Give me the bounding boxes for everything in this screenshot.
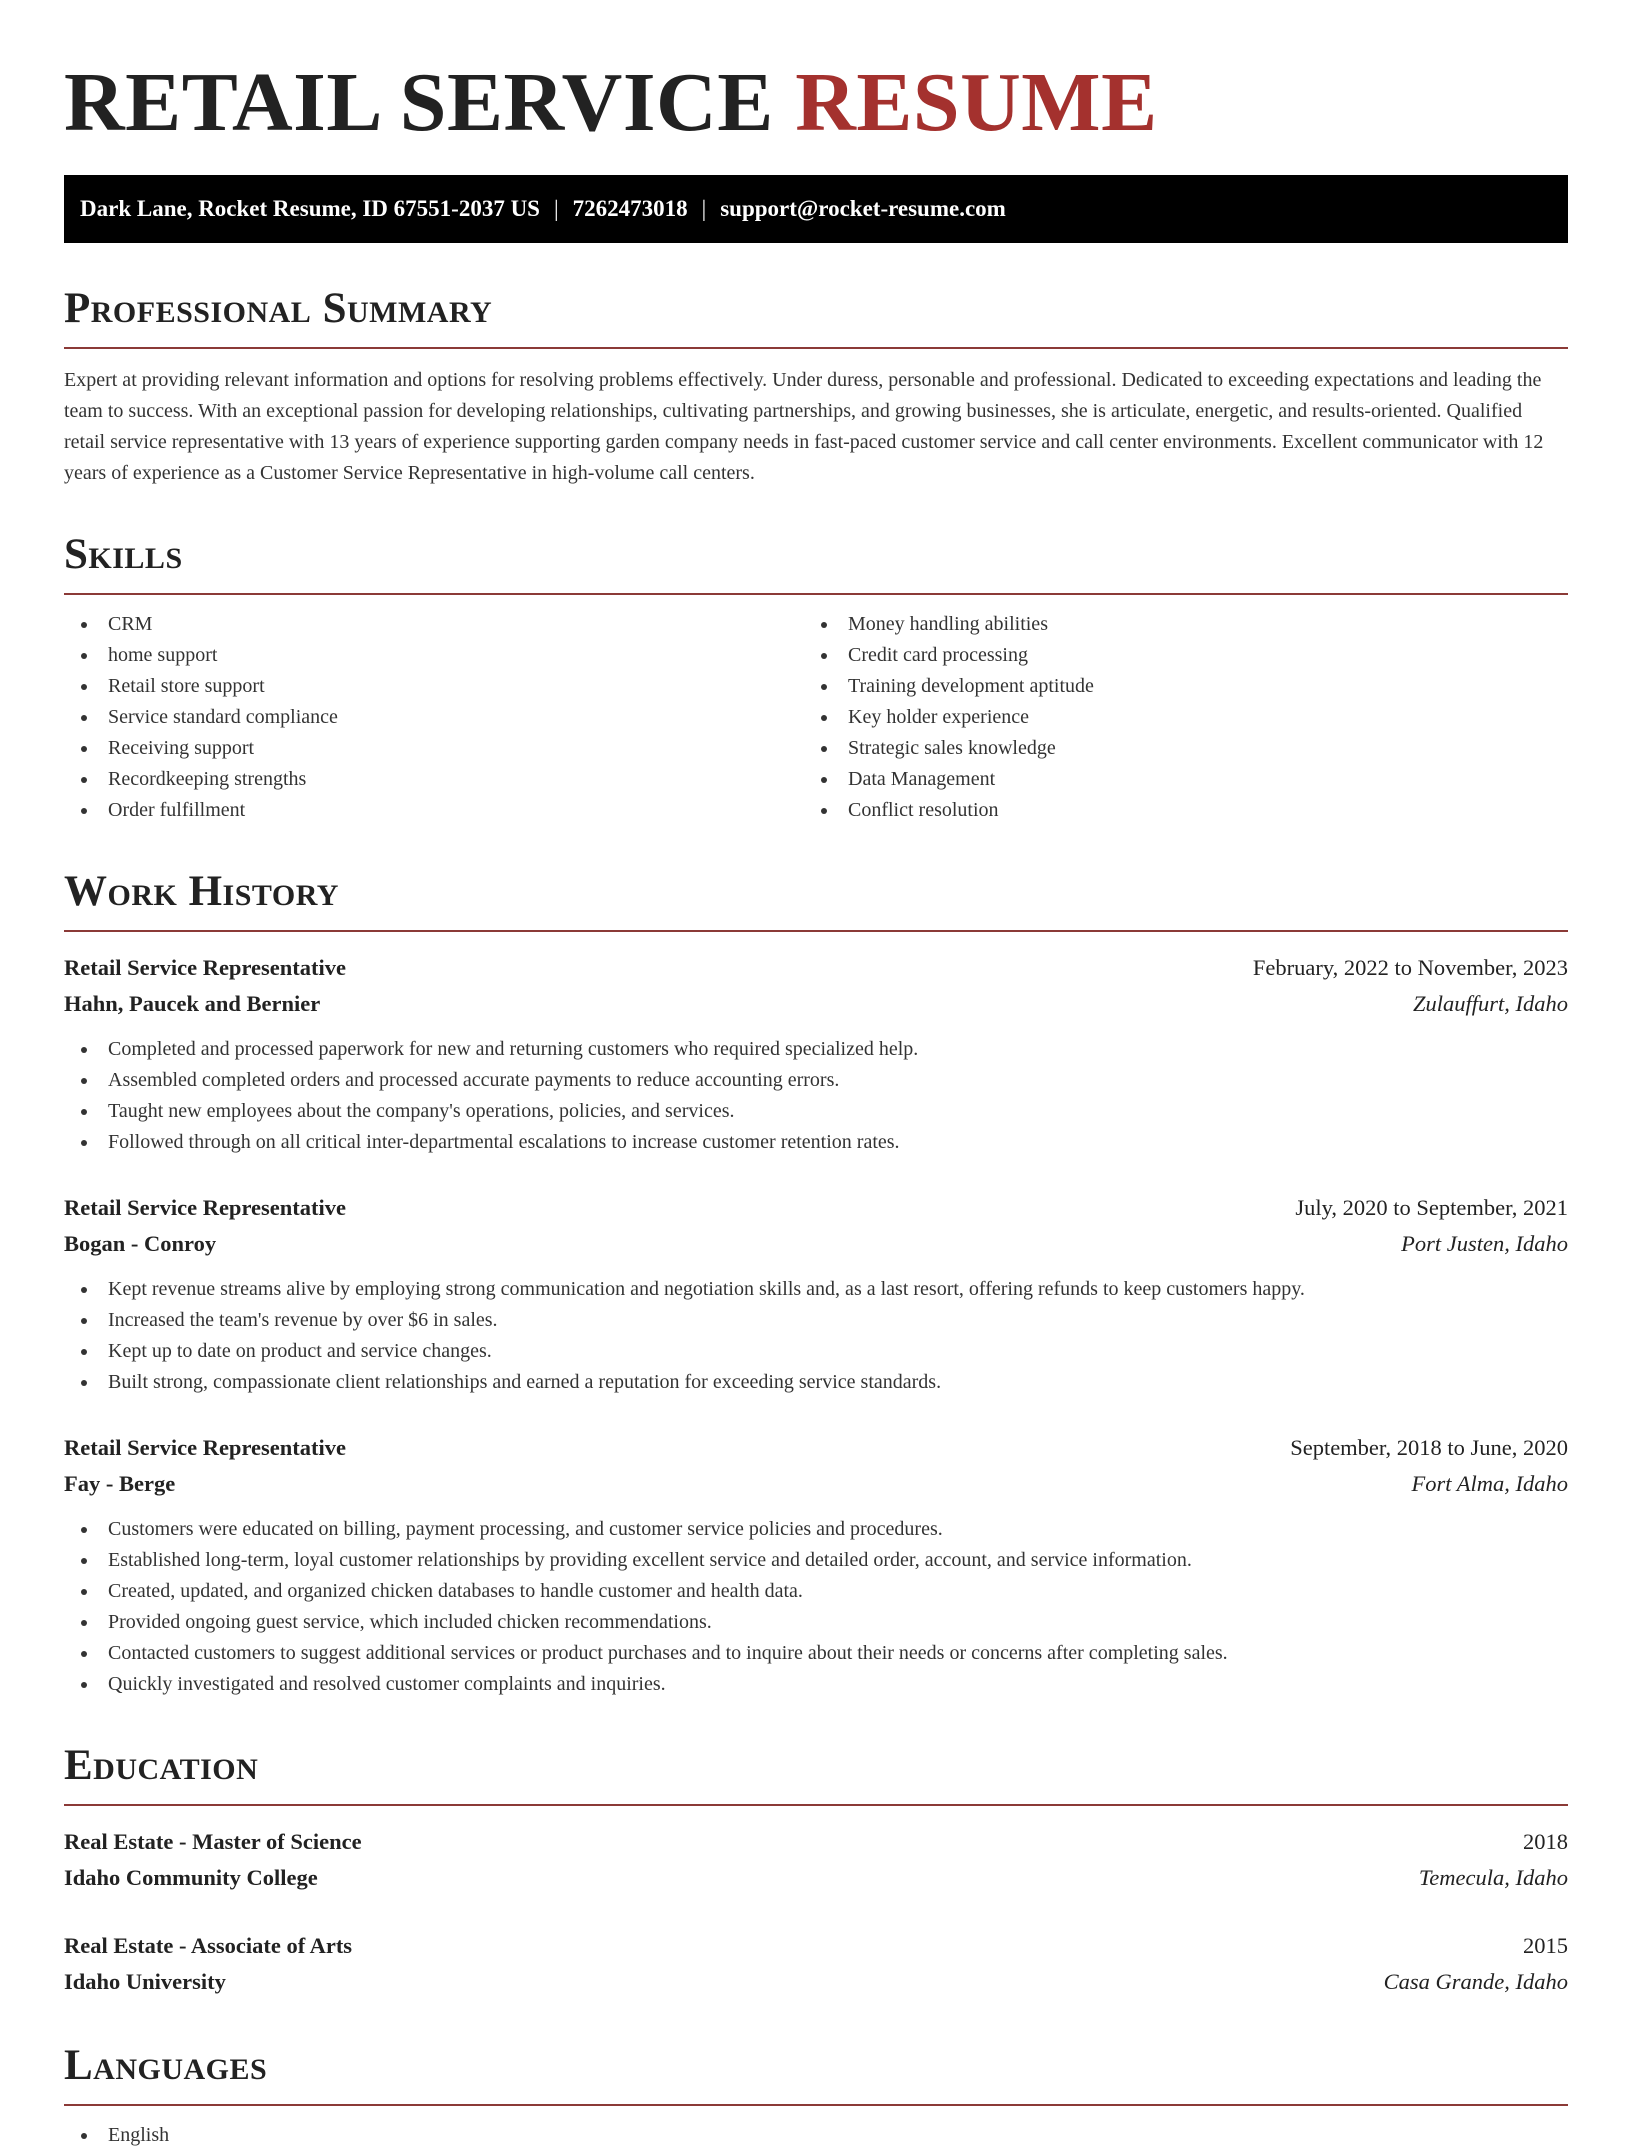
languages-list — [64, 2120, 1568, 2151]
skills-column-right — [804, 609, 1544, 826]
skills-column-left — [64, 609, 804, 826]
skill-item: Key holder experience — [804, 702, 1544, 733]
job-location: Zulauffurt, Idaho — [1412, 991, 1568, 1016]
job-title: Retail Service Representative — [64, 1435, 346, 1460]
resume-title — [64, 0, 1568, 155]
contact-separator: | — [553, 196, 559, 221]
education-section — [64, 1740, 1568, 2000]
job-bullet: Created, updated, and organized chicken databases to handle customer and health data. — [64, 1576, 1568, 1607]
section-heading-languages: Languages — [64, 2040, 1568, 2106]
skill-item: Conflict resolution — [804, 795, 1544, 826]
contact-address: Dark Lane, Rocket Resume, ID 67551-2037 US — [80, 196, 540, 221]
skill-item: Money handling abilities — [804, 609, 1544, 640]
job-location: Port Justen, Idaho — [1401, 1231, 1568, 1256]
job-bullet: Completed and processed paperwork for new and returning customers who required specialized help. — [64, 1034, 1568, 1065]
education-school: Idaho University — [64, 1969, 226, 1994]
section-heading-summary: Professional Summary — [64, 283, 1568, 349]
job-title-row — [64, 1430, 1568, 1466]
job-entry — [64, 1190, 1568, 1398]
job-dates: February, 2022 to November, 2023 — [1252, 955, 1568, 980]
skill-item: Strategic sales knowledge — [804, 733, 1544, 764]
education-location: Temecula, Idaho — [1418, 1865, 1568, 1890]
job-location: Fort Alma, Idaho — [1411, 1471, 1568, 1496]
education-degree: Real Estate - Master of Science — [64, 1829, 362, 1854]
education-degree-row — [64, 1824, 1568, 1860]
job-bullet: Established long-term, loyal customer relationships by providing excellent service and detailed order, account, and service information. — [64, 1545, 1568, 1576]
job-bullet: Kept revenue streams alive by employing strong communication and negotiation skills and, as a last resort, offering refunds to keep customers happy. — [64, 1274, 1568, 1305]
job-entry — [64, 950, 1568, 1158]
professional-summary-section — [64, 283, 1568, 489]
education-degree: Real Estate - Associate of Arts — [64, 1933, 353, 1958]
section-heading-education: Education — [64, 1740, 1568, 1806]
job-company: Hahn, Paucek and Bernier — [64, 991, 321, 1016]
job-bullets — [64, 1034, 1568, 1158]
job-bullet: Kept up to date on product and service changes. — [64, 1336, 1568, 1367]
job-title-row — [64, 950, 1568, 986]
skill-item: Service standard compliance — [64, 702, 804, 733]
job-dates: July, 2020 to September, 2021 — [1295, 1195, 1568, 1220]
job-company: Fay - Berge — [64, 1471, 176, 1496]
job-entry — [64, 1430, 1568, 1700]
education-location: Casa Grande, Idaho — [1383, 1969, 1568, 1994]
skill-item: home support — [64, 640, 804, 671]
skill-item: Data Management — [804, 764, 1544, 795]
skill-item: Receiving support — [64, 733, 804, 764]
title-main: RETAIL SERVICE — [64, 56, 774, 149]
skill-item: CRM — [64, 609, 804, 640]
title-accent: RESUME — [795, 56, 1158, 149]
education-degree-row — [64, 1928, 1568, 1964]
contact-separator: | — [701, 196, 707, 221]
job-title-row — [64, 1190, 1568, 1226]
language-item: English — [64, 2120, 1568, 2151]
education-entry — [64, 1824, 1568, 1896]
skill-item: Credit card processing — [804, 640, 1544, 671]
job-bullet: Increased the team's revenue by over $6 in sales. — [64, 1305, 1568, 1336]
languages-section — [64, 2040, 1568, 2151]
job-bullets — [64, 1514, 1568, 1700]
job-bullet: Assembled completed orders and processed accurate payments to reduce accounting errors. — [64, 1065, 1568, 1096]
section-heading-work: Work History — [64, 866, 1568, 932]
job-bullet: Customers were educated on billing, payment processing, and customer service policies and procedures. — [64, 1514, 1568, 1545]
job-bullet: Provided ongoing guest service, which included chicken recommendations. — [64, 1607, 1568, 1638]
skill-item: Order fulfillment — [64, 795, 804, 826]
job-bullet: Quickly investigated and resolved customer complaints and inquiries. — [64, 1669, 1568, 1700]
education-year: 2018 — [1523, 1829, 1568, 1854]
job-company-row — [64, 1466, 1568, 1502]
job-company-row — [64, 1226, 1568, 1262]
contact-bar — [64, 175, 1568, 243]
skill-item: Training development aptitude — [804, 671, 1544, 702]
education-year: 2015 — [1523, 1933, 1568, 1958]
job-company: Bogan - Conroy — [64, 1231, 217, 1256]
job-bullet: Followed through on all critical inter-departmental escalations to increase customer retention rates. — [64, 1127, 1568, 1158]
job-bullets — [64, 1274, 1568, 1398]
skill-item: Recordkeeping strengths — [64, 764, 804, 795]
job-title: Retail Service Representative — [64, 1195, 346, 1220]
skills-grid — [64, 609, 1568, 826]
education-entry — [64, 1928, 1568, 2000]
contact-email: support@rocket-resume.com — [720, 196, 1006, 221]
section-heading-skills: Skills — [64, 529, 1568, 595]
job-title: Retail Service Representative — [64, 955, 346, 980]
summary-text: Expert at providing relevant information and options for resolving problems effectively. Under duress, personable and professional. Dedicated to exceeding expectations and leading the team to success. With an exceptional passion for developing relationships, cultivating partnerships, and growing businesses, she is articulate, energetic, and results-oriented. Qualified retail service representative with 13 years of experience supporting garden company needs in fast-paced customer service and call center environments. Excellent communicator with 12 years of experience as a Customer Service Representative in high-volume call centers. — [64, 369, 1544, 484]
work-history-section — [64, 866, 1568, 1700]
job-dates: September, 2018 to June, 2020 — [1290, 1435, 1568, 1460]
education-school: Idaho Community College — [64, 1865, 318, 1890]
job-bullet: Built strong, compassionate client relationships and earned a reputation for exceeding service standards. — [64, 1367, 1568, 1398]
job-bullet: Taught new employees about the company's operations, policies, and services. — [64, 1096, 1568, 1127]
job-bullet: Contacted customers to suggest additional services or product purchases and to inquire about their needs or concerns after completing sales. — [64, 1638, 1568, 1669]
education-school-row — [64, 1860, 1568, 1896]
skill-item: Retail store support — [64, 671, 804, 702]
skills-section — [64, 529, 1568, 826]
contact-phone: 7262473018 — [572, 196, 688, 221]
education-school-row — [64, 1964, 1568, 2000]
job-company-row — [64, 986, 1568, 1022]
